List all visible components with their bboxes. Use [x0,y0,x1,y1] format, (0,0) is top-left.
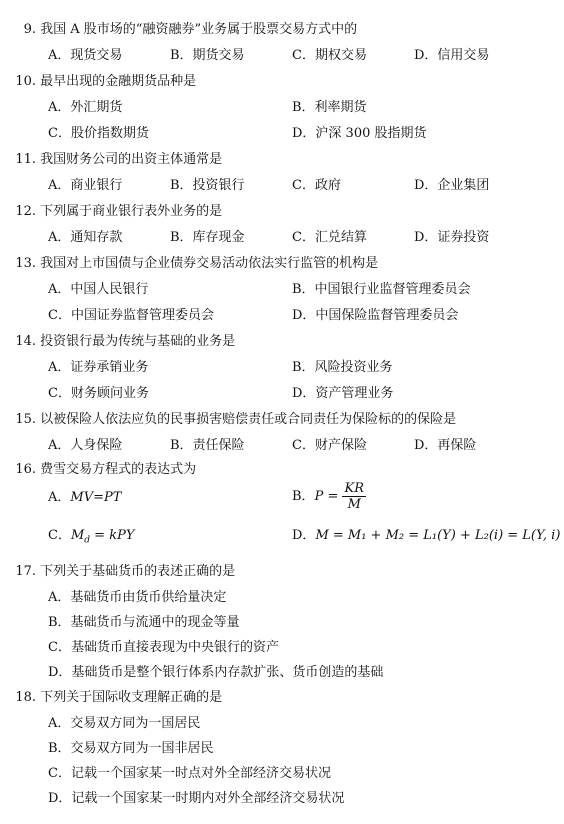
option-c: C．期权交易 [292,48,367,63]
formula-c: $M_d$ = kPY [70,528,135,546]
option-b: B．P = $\frac{KR}{M}$ [292,481,364,512]
option-a: A．现货交易 [48,48,123,63]
option-b: B．库存现金 [170,230,245,245]
question-stem: 9. 我国 A 股市场的“融资融券”业务属于股票交易方式中的 [23,22,358,37]
option-d: D．中国保险监督管理委员会 [292,308,459,323]
option-b: B．投资银行 [170,178,245,193]
option-d: D．企业集团 [414,178,490,193]
option-d: D．基础货币是整个银行体系内存款扩张、货币创造的基础 [48,665,384,680]
formula-d: M = M₁ + M₂ = L₁(Y) + L₂(i) = L(Y, i) [315,528,561,543]
option-b: B．责任保险 [170,438,245,453]
option-d: D．再保险 [414,438,477,453]
option-a: A．交易双方同为一国居民 [48,716,201,731]
formula-b-fraction: $\frac{KR}{M}$ [344,481,364,512]
option-a: A．中国人民银行 [48,282,149,297]
option-d: D．信用交易 [414,48,490,63]
option-a: A．外汇期货 [48,100,123,115]
option-b: B．利率期货 [292,100,367,115]
option-b: B．基础货币与流通中的现金等量 [48,615,240,630]
option-c: C．汇兑结算 [292,230,367,245]
option-d: D．M = M₁ + M₂ = L₁(Y) + L₂(i) = L(Y, i) [292,528,561,543]
question-stem: 14. 投资银行最为传统与基础的业务是 [15,334,236,349]
option-d: D．证券投资 [414,230,490,245]
option-a: A．人身保险 [48,438,123,453]
option-d: D．资产管理业务 [292,386,394,401]
option-c: C．股价指数期货 [48,126,149,141]
option-c: C．政府 [292,178,341,193]
question-stem: 18. 下列关于国际收支理解正确的是 [15,690,223,705]
question-stem: 12. 下列属于商业银行表外业务的是 [15,204,223,219]
option-c: C．财产保险 [292,438,367,453]
formula-a: MV=PT [70,490,122,505]
question-stem: 11. 我国财务公司的出资主体通常是 [15,152,223,167]
option-a: A．MV=PT [48,490,122,505]
question-stem: 16. 费雪交易方程式的表达式为 [15,462,197,477]
option-c: C．记载一个国家某一时点对外全部经济交易状况 [48,766,331,781]
formula-b-lhs: P = [314,489,339,504]
option-a: A．通知存款 [48,230,123,245]
question-stem: 10. 最早出现的金融期货品种是 [15,74,197,89]
option-b: B．交易双方同为一国非居民 [48,741,214,756]
option-a: A．证券承销业务 [48,360,149,375]
option-d: D．记载一个国家某一时期内对外全部经济交易状况 [48,791,345,806]
option-c: C．中国证券监督管理委员会 [48,308,214,323]
question-stem: 13. 我国对上市国债与企业债券交易活动依法实行监管的机构是 [15,256,379,271]
option-d: D．沪深 300 股指期货 [292,126,427,141]
option-a: A．基础货币由货币供给量决定 [48,590,227,605]
option-c: C．财务顾问业务 [48,386,149,401]
option-c: C．$M_d$ = kPY [48,528,135,546]
option-b: B．风险投资业务 [292,360,393,375]
option-b: B．中国银行业监督管理委员会 [292,282,471,297]
option-c: C．基础货币直接表现为中央银行的资产 [48,640,279,655]
option-b: B．期货交易 [170,48,245,63]
question-stem: 15. 以被保险人依法应负的民事损害赔偿责任或合同责任为保险标的的保险是 [15,412,457,427]
option-a: A．商业银行 [48,178,123,193]
question-stem: 17. 下列关于基础货币的表述正确的是 [15,564,236,579]
